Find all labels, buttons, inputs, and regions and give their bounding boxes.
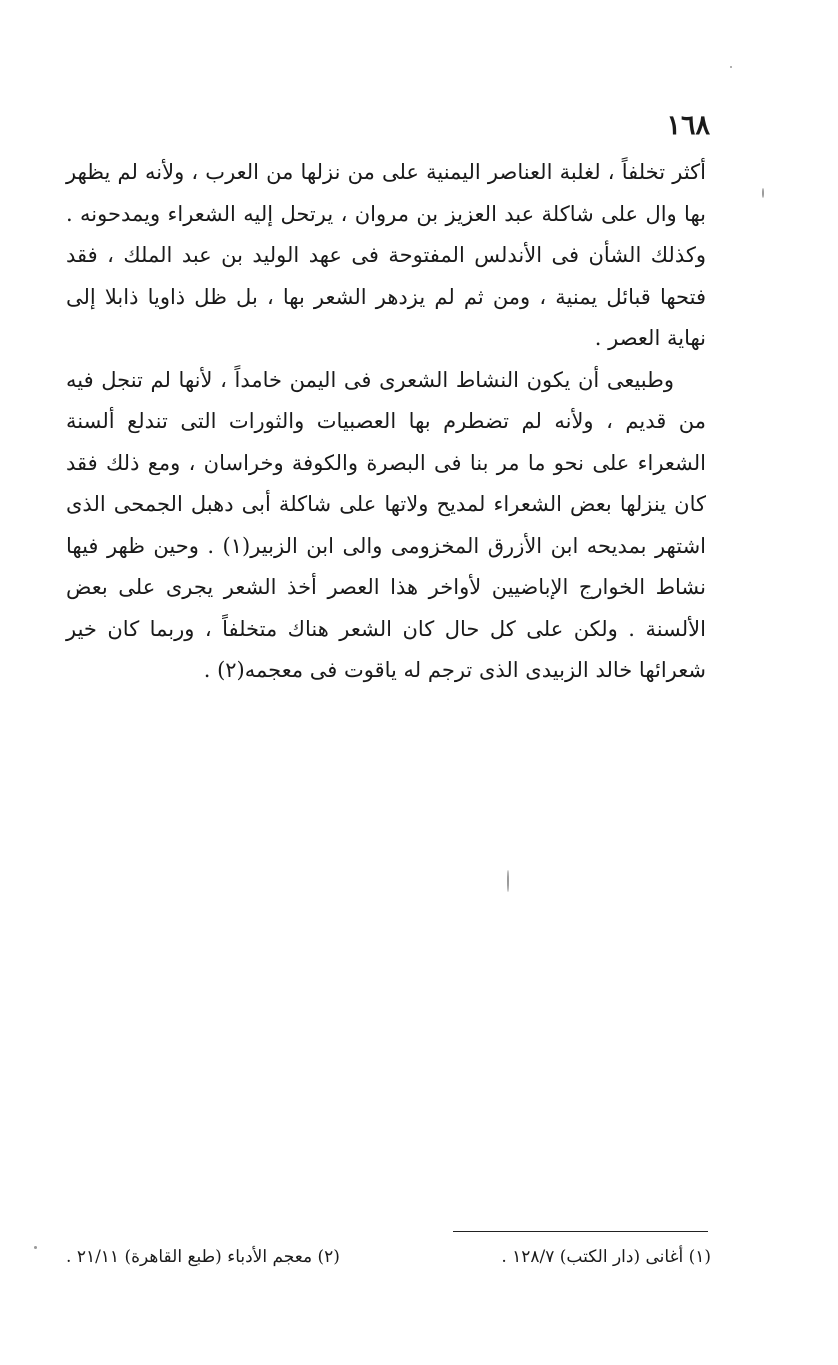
footnote-separator	[453, 1231, 708, 1232]
scan-speck	[762, 188, 764, 198]
footnotes	[66, 1244, 711, 1270]
main-text	[66, 152, 706, 692]
paragraph-1: أكثر تخلفاً ، لغلبة العناصر اليمنية على من نزلها من العرب ، ولأنه لم يظهر بها وال على شاكلة عبد العزيز بن مروان ، يرتحل إليه الشعراء ويمدحونه . وكذلك الشأن فى الأندلس المفتوحة فى عهد الوليد بن عبد الملك ، فقد فتحها قبائل يمنية ، ومن ثم لم يزدهر الشعر بها ، بل ظل ذاويا ذابلا إلى نهاية العصر .	[66, 160, 706, 350]
scan-speck	[34, 1246, 37, 1249]
footnote-2: (٢) معجم الأدباء (طبع القاهرة) ٢١/١١ .	[66, 1247, 340, 1267]
scan-speck	[507, 870, 509, 892]
page-number: ١٦٨	[666, 110, 710, 141]
footnote-1: (١) أغانى (دار الكتب) ١٢٨/٧ .	[501, 1247, 711, 1267]
paragraph-2: وطبيعى أن يكون النشاط الشعرى فى اليمن خامداً ، لأنها لم تنجل فيه من قديم ، ولأنه لم تضطرم بها العصبيات والثورات التى تندلع ألسنة الشعراء على نحو ما مر بنا فى البصرة والكوفة وخراسان ، ومع ذلك فقد كان ينزلها بعض الشعراء لمديح ولاتها على شاكلة أبى دهبل الجمحى الذى اشتهر بمديحه ابن الأزرق المخزومى والى ابن الزبير(١) . وحين ظهر فيها نشاط الخوارج الإباضيين لأواخر هذا العصر أخذ الشعر يجرى على بعض الألسنة . ولكن على كل حال كان الشعر هناك متخلفاً ، وربما كان خير شعرائها خالد الزبيدى الذى ترجم له ياقوت فى معجمه(٢) .	[66, 367, 707, 682]
scan-speck	[730, 66, 732, 68]
